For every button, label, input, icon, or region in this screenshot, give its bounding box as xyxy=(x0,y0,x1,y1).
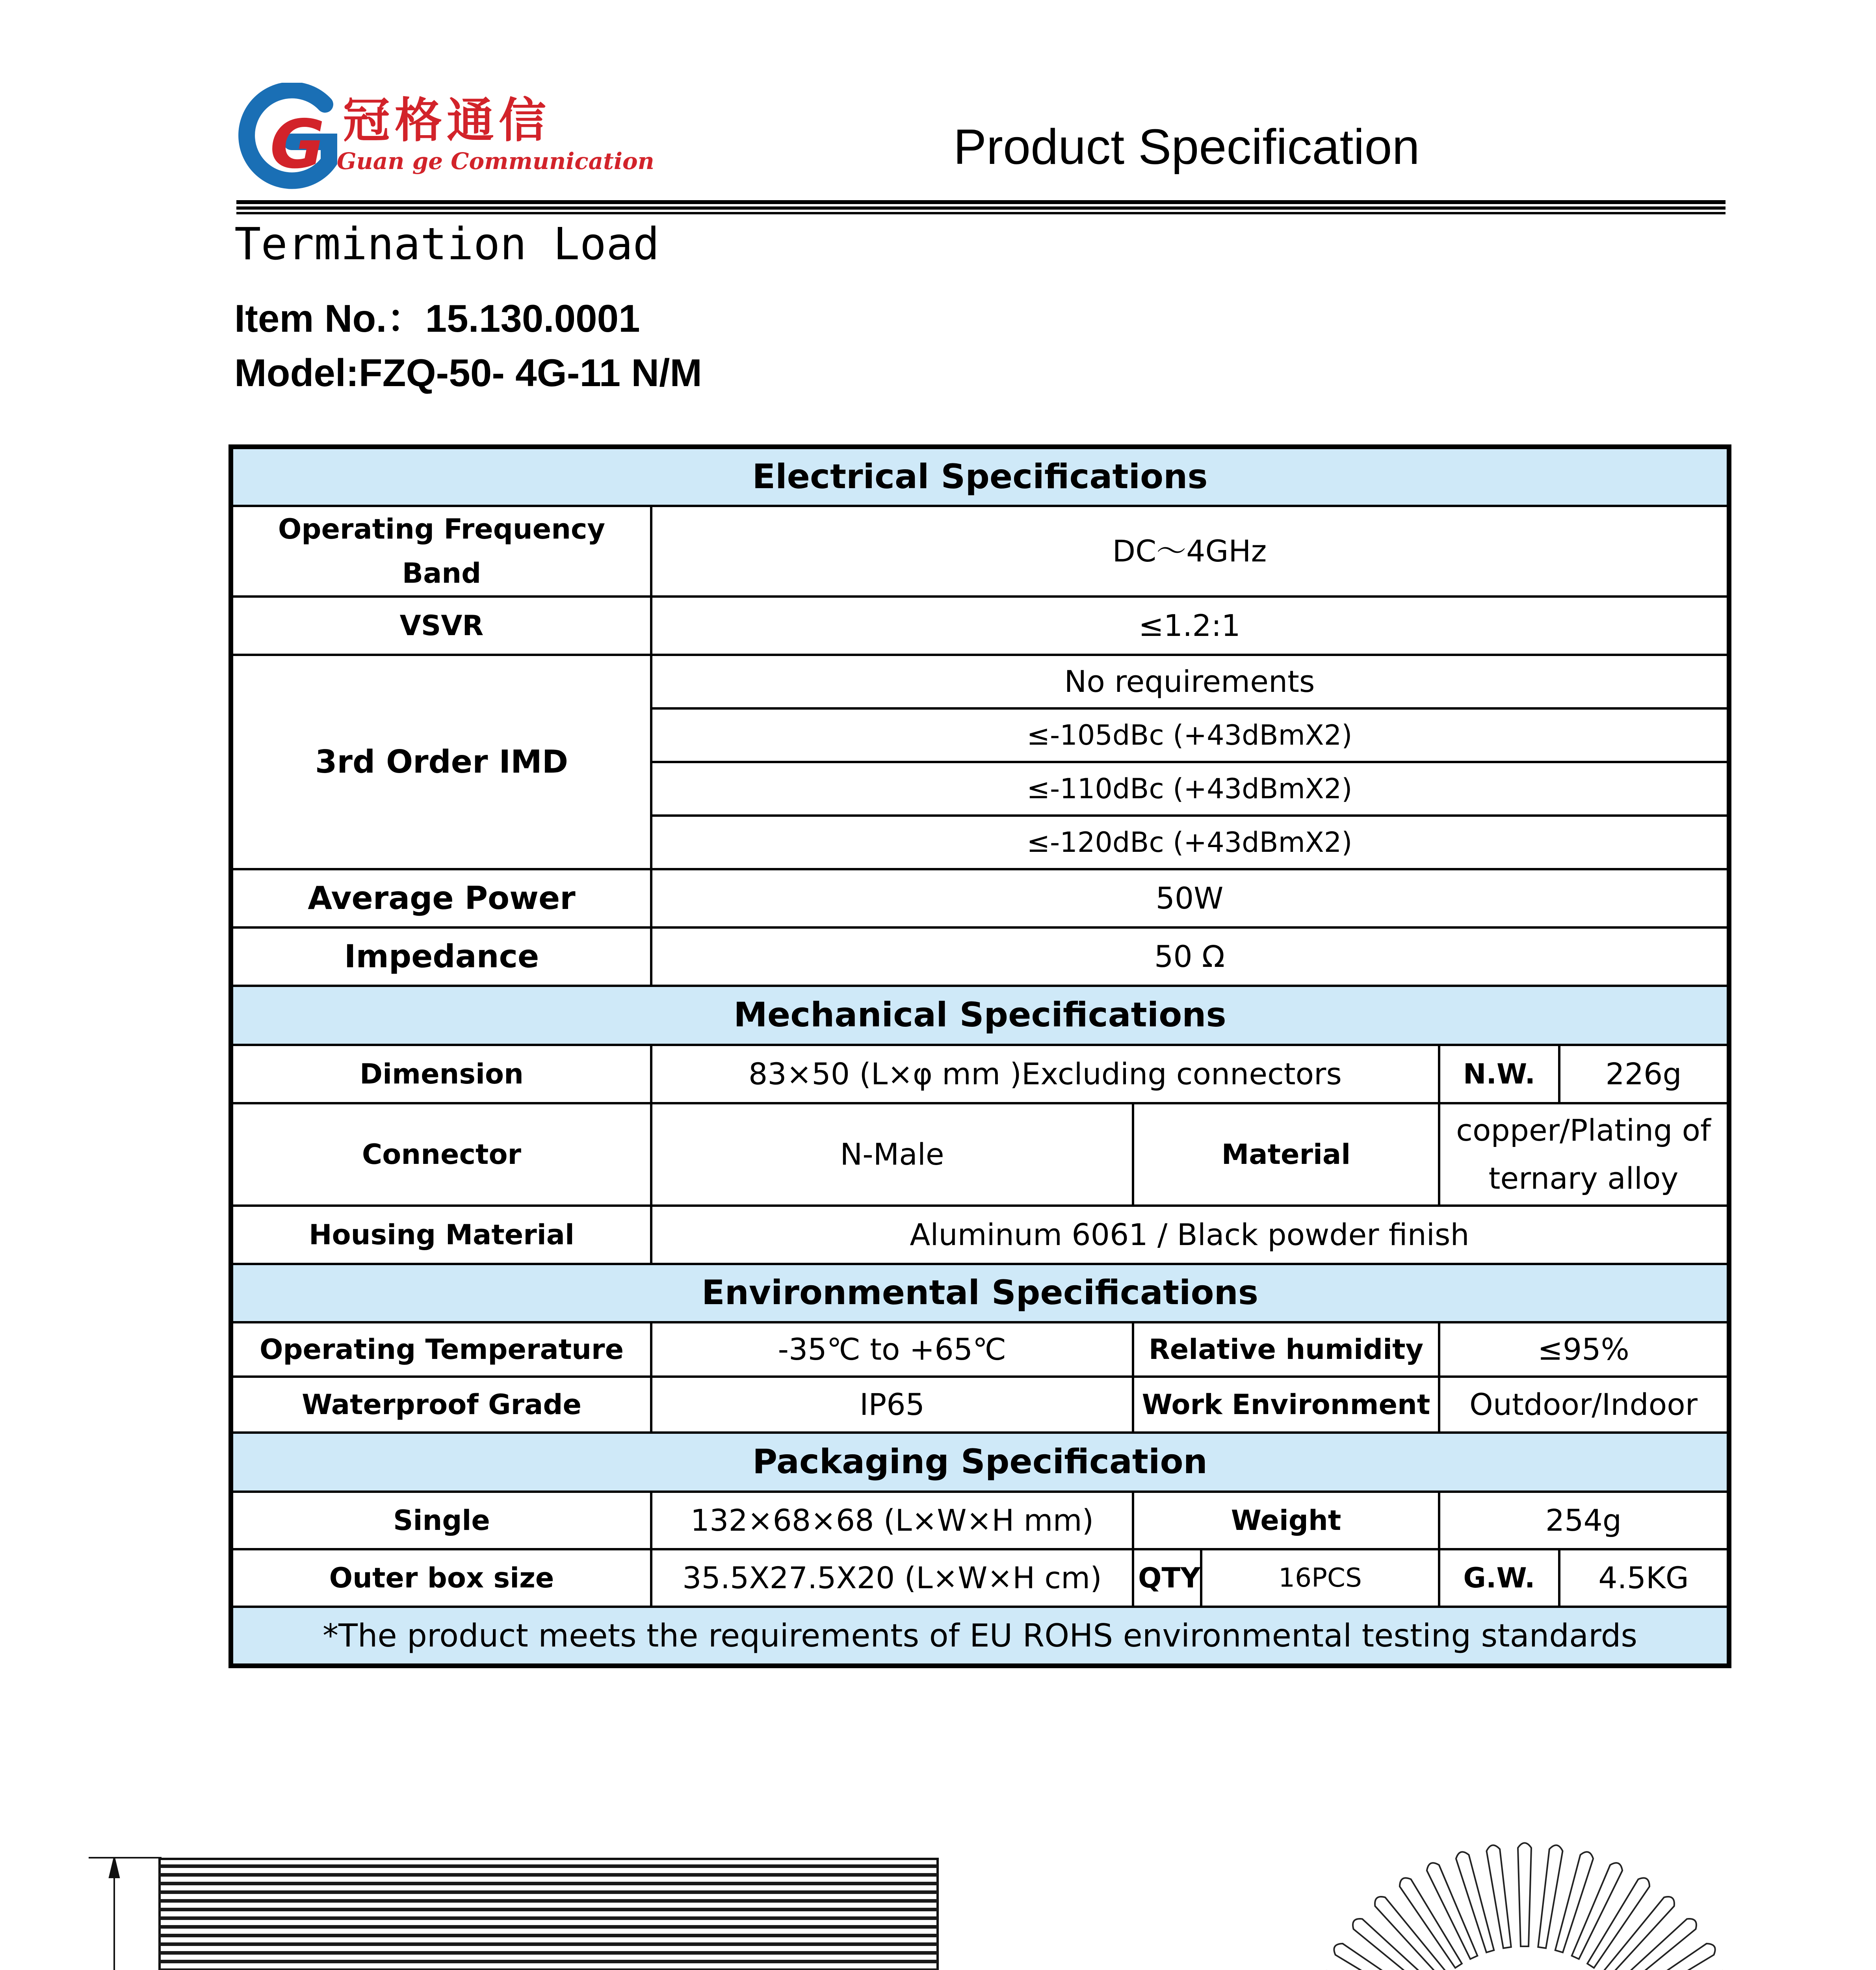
product-title: Termination Load xyxy=(234,219,659,270)
spec-label: N.W. xyxy=(1439,1045,1559,1103)
spec-value xyxy=(1439,1103,1729,1206)
heatsink-fins xyxy=(160,1859,938,1970)
spec-label: Material xyxy=(1133,1103,1439,1206)
spec-label: Operating Frequency Band xyxy=(231,506,651,597)
section-header-row xyxy=(231,986,1729,1045)
material-line: copper/Plating of xyxy=(1456,1113,1711,1148)
table-row xyxy=(231,927,1729,986)
mechanical-heading: Mechanical Specifications xyxy=(231,986,1729,1045)
table-row xyxy=(231,1549,1729,1607)
spec-label: Average Power xyxy=(231,869,651,927)
spec-value: 83×50 (L×φ mm )Excluding connectors xyxy=(651,1045,1439,1103)
spec-label: Dimension xyxy=(231,1045,651,1103)
company-logo xyxy=(236,83,654,197)
section-header-row xyxy=(231,447,1729,506)
table-row xyxy=(231,1377,1729,1433)
section-header-row xyxy=(231,1264,1729,1322)
side-view-drawing xyxy=(67,1828,1190,1970)
rohs-note: *The product meets the requirements of EU ROHS environmental testing standards xyxy=(231,1607,1729,1666)
model-number: Model:FZQ-50- 4G-11 N/M xyxy=(234,351,702,394)
material-line: ternary alloy xyxy=(1488,1161,1679,1196)
spec-label: Outer box size xyxy=(231,1549,651,1607)
table-row xyxy=(231,597,1729,655)
spec-value: -35℃ to +65℃ xyxy=(651,1322,1133,1377)
spec-value: 226g xyxy=(1559,1045,1729,1103)
spec-label: Housing Material xyxy=(231,1206,651,1264)
spec-value: ≤-105dBc (+43dBmX2) xyxy=(651,708,1729,762)
spec-label: Relative humidity xyxy=(1133,1322,1439,1377)
spec-value: ≤-120dBc (+43dBmX2) xyxy=(651,816,1729,869)
spec-value: 50 Ω xyxy=(651,927,1729,986)
table-row xyxy=(231,506,1729,597)
spec-value: 254g xyxy=(1439,1492,1729,1549)
environmental-heading: Environmental Specifications xyxy=(231,1264,1729,1322)
table-row xyxy=(231,1103,1729,1206)
end-view-drawing xyxy=(1292,1836,1757,1970)
spec-value: 16PCS xyxy=(1201,1549,1439,1607)
table-row xyxy=(231,1492,1729,1549)
spec-value: Aluminum 6061 / Black powder finish xyxy=(651,1206,1729,1264)
spec-value: 35.5X27.5X20 (L×W×H cm) xyxy=(651,1549,1133,1607)
spec-label: Operating Temperature xyxy=(231,1322,651,1377)
spec-value: IP65 xyxy=(651,1377,1133,1433)
spec-label: Single xyxy=(231,1492,651,1549)
logo-letter: G xyxy=(270,106,325,184)
table-row xyxy=(231,1206,1729,1264)
spec-label: Weight xyxy=(1133,1492,1439,1549)
table-row xyxy=(231,655,1729,708)
spec-value: ≤-110dBc (+43dBmX2) xyxy=(651,762,1729,816)
spec-label: Connector xyxy=(231,1103,651,1206)
spec-label: Work Environment xyxy=(1133,1377,1439,1433)
radial-heatsink-fins xyxy=(1299,1843,1750,1970)
logo-mark-icon xyxy=(236,83,343,197)
spec-label: G.W. xyxy=(1439,1549,1559,1607)
spec-value: ≤1.2:1 xyxy=(651,597,1729,655)
spec-value: ≤95% xyxy=(1439,1322,1729,1377)
spec-value: No requirements xyxy=(651,655,1729,708)
table-row xyxy=(231,1045,1729,1103)
logo-english-name: Guan ge Communication xyxy=(337,148,654,175)
spec-label: 3rd Order IMD xyxy=(231,655,651,869)
packaging-heading: Packaging Specification xyxy=(231,1433,1729,1492)
spec-value: DC～4GHz xyxy=(651,506,1729,597)
spec-label: QTY xyxy=(1133,1549,1201,1607)
section-header-row xyxy=(231,1433,1729,1492)
page-header-title: Product Specification xyxy=(953,119,1420,175)
spec-value: N-Male xyxy=(651,1103,1133,1206)
header-divider xyxy=(236,200,1726,214)
electrical-heading: Electrical Specifications xyxy=(231,447,1729,506)
spec-label: VSVR xyxy=(231,597,651,655)
table-row xyxy=(231,1322,1729,1377)
spec-value: 50W xyxy=(651,869,1729,927)
spec-value: 4.5KG xyxy=(1559,1549,1729,1607)
logo-chinese-name: 冠格通信 xyxy=(343,93,551,148)
item-number: Item No.：15.130.0001 xyxy=(234,297,640,340)
note-row xyxy=(231,1607,1729,1666)
table-row xyxy=(231,869,1729,927)
spec-label: Impedance xyxy=(231,927,651,986)
spec-label: Waterproof Grade xyxy=(231,1377,651,1433)
spec-value: 132×68×68 (L×W×H mm) xyxy=(651,1492,1133,1549)
spec-table xyxy=(228,444,1731,1668)
spec-value: Outdoor/Indoor xyxy=(1439,1377,1729,1433)
